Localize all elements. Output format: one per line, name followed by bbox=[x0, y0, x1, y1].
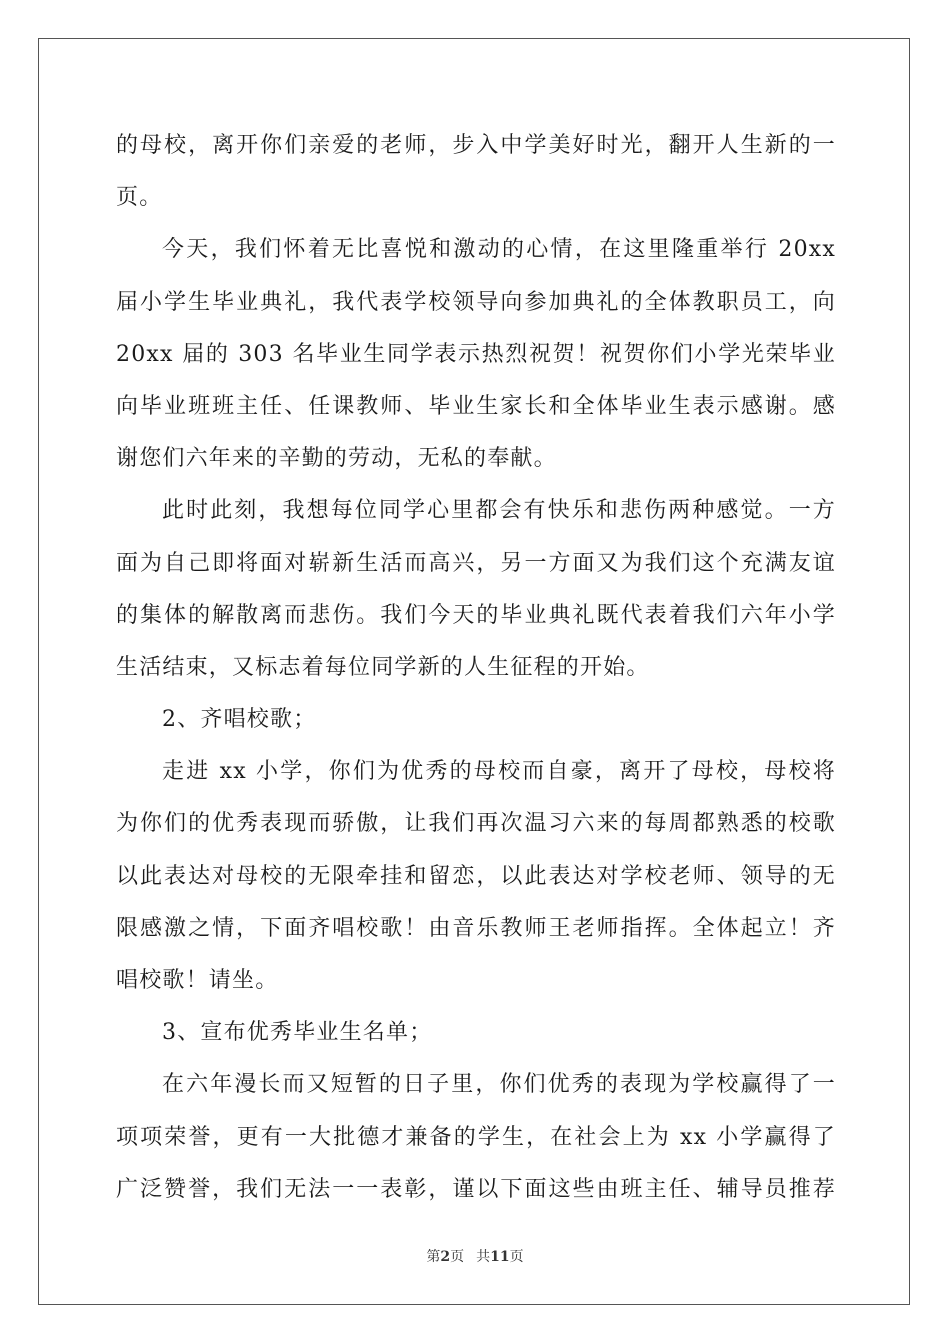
text-line: 此时此刻，我想每位同学心里都会有快乐和悲伤两种感觉。一方 bbox=[162, 498, 836, 524]
section-heading: 2、齐唱校歌； bbox=[162, 707, 317, 733]
document-body bbox=[116, 120, 836, 1216]
text-line: 向毕业班班主任、任课教师、毕业生家长和全体毕业生表示感谢。感 bbox=[116, 393, 836, 419]
text-line: 的母校，离开你们亲爱的老师，步入中学美好时光，翻开人生新的一 bbox=[116, 133, 836, 158]
text-line: 项项荣誉，更有一大批德才兼备的学生，在社会上为 xx 小学赢得了 bbox=[116, 1124, 836, 1150]
text-line: 为你们的优秀表现而骄傲，让我们再次温习六来的每周都熟悉的校歌 bbox=[116, 811, 836, 837]
text-line: 广泛赞誉，我们无法一一表彰，谨以下面这些由班主任、辅导员推荐 bbox=[116, 1176, 836, 1202]
page-footer bbox=[0, 1247, 950, 1267]
total-prefix: 共 bbox=[476, 1249, 491, 1265]
text-line: 届小学生毕业典礼，我代表学校领导向参加典礼的全体教职员工，向 bbox=[116, 289, 836, 315]
page-number: 2 bbox=[440, 1249, 451, 1265]
text-line: 今天，我们怀着无比喜悦和激动的心情，在这里隆重举行 20xx bbox=[162, 237, 836, 263]
text-line: 面为自己即将面对崭新生活而高兴，另一方面又为我们这个充满友谊 bbox=[116, 550, 836, 576]
text-line: 走进 xx 小学，你们为优秀的母校而自豪，离开了母校，母校将 bbox=[162, 759, 836, 785]
page-prefix: 第 bbox=[426, 1249, 441, 1265]
text-line: 生活结束，又标志着每位同学新的人生征程的开始。 bbox=[116, 654, 650, 680]
total-suffix: 页 bbox=[509, 1249, 524, 1265]
total-pages: 11 bbox=[490, 1249, 510, 1265]
text-line: 在六年漫长而又短暂的日子里，你们优秀的表现为学校赢得了一 bbox=[162, 1072, 836, 1098]
text-line: 的集体的解散离而悲伤。我们今天的毕业典礼既代表着我们六年小学 bbox=[116, 602, 836, 628]
text-line: 20xx 届的 303 名毕业生同学表示热烈祝贺！祝贺你们小学光荣毕业 bbox=[116, 341, 836, 367]
section-heading: 3、宣布优秀毕业生名单； bbox=[162, 1020, 433, 1046]
text-line: 谢您们六年来的辛勤的劳动，无私的奉献。 bbox=[116, 446, 557, 472]
text-line: 页。 bbox=[116, 185, 163, 211]
text-line: 以此表达对母校的无限牵挂和留恋，以此表达对学校老师、领导的无 bbox=[116, 863, 836, 889]
page-suffix: 页 bbox=[450, 1249, 465, 1265]
text-line: 限感激之情，下面齐唱校歌！由音乐教师王老师指挥。全体起立！齐 bbox=[116, 915, 836, 941]
text-line: 唱校歌！请坐。 bbox=[116, 968, 279, 993]
